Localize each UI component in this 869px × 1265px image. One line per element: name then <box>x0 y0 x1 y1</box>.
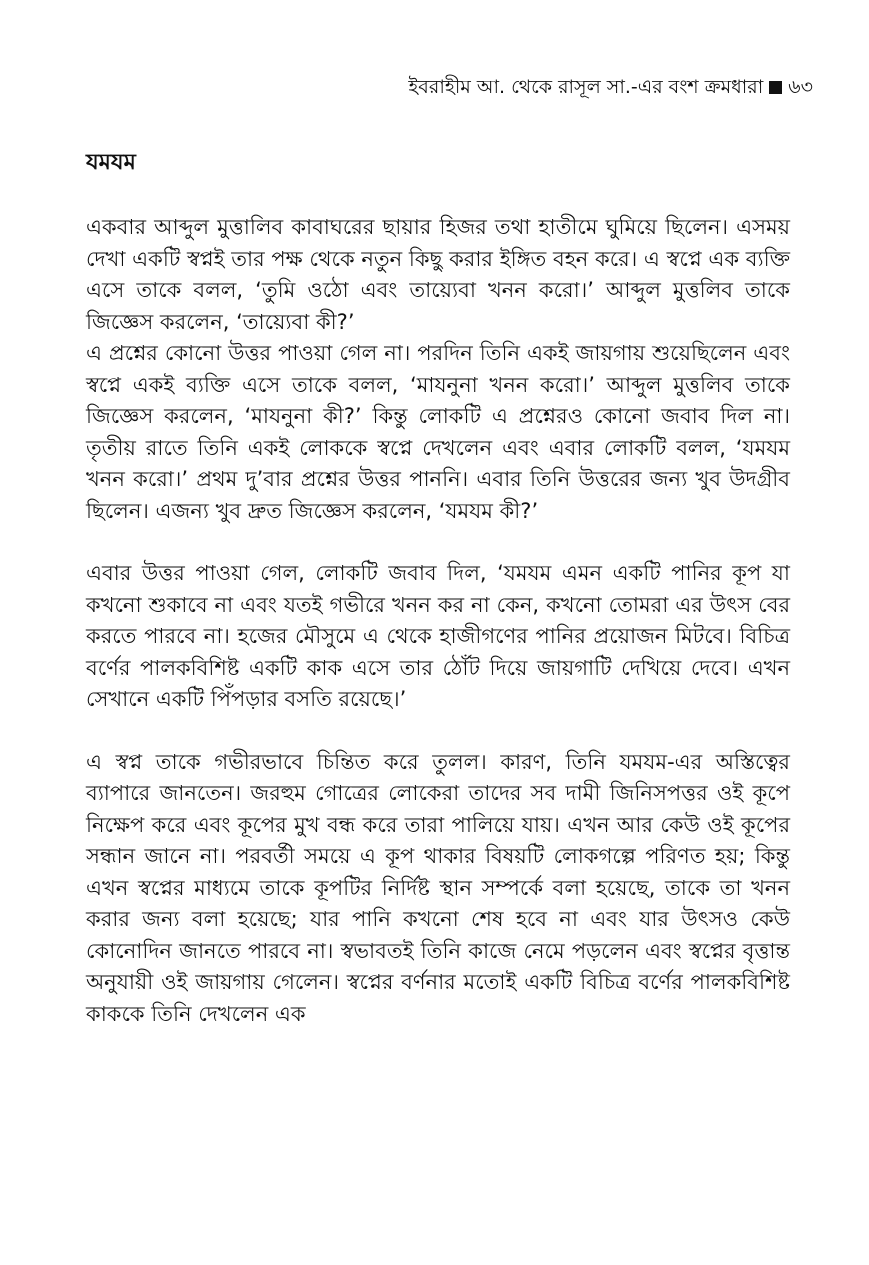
paragraph-3: এবার উত্তর পাওয়া গেল, লোকটি জবাব দিল, ‘যমযম এমন একটি পানির কূপ যা কখনো শুকাবে না এবং যতই গভীরে খনন কর না কেন, কখনো তোমরা এর উৎস বের করতে পারবে না। হজের মৌসুমে এ থেকে হাজীগণের পানির প্রয়োজন মিটবে। বিচিত্র বর্ণের পালকবিশিষ্ট একটি কাক এসে তার ঠোঁট দিয়ে জায়গাটি দেখিয়ে দেবে। এখন সেখানে একটি পিঁপড়ার বসতি রয়েছে।’ <box>86 561 790 711</box>
body-text <box>86 212 790 1030</box>
paragraph-gap <box>86 716 790 747</box>
paragraph-gap <box>86 527 790 558</box>
header-separator-square <box>769 81 782 94</box>
paragraph-1: একবার আব্দুল মুত্তালিব কাবাঘরের ছায়ার হিজর তথা হাতীমে ঘুমিয়ে ছিলেন। এসময় দেখা একটি স্বপ্নই তার পক্ষ থেকে নতুন কিছু করার ইঙ্গিত বহন করে। এ স্বপ্নে এক ব্যক্তি এসে তাকে বলল, ‘তুমি ওঠো এবং তায়্যেবা খনন করো।’ আব্দুল মুত্তলিব তাকে জিজ্ঞেস করলেন, ‘তায়্যেবা কী?’ <box>86 215 790 334</box>
paragraph-4: এ স্বপ্ন তাকে গভীরভাবে চিন্তিত করে তুলল। কারণ, তিনি যমযম-এর অস্তিত্বের ব্যাপারে জানতেন। জরহুম গোত্রের লোকেরা তাদের সব দামী জিনিসপত্তর ওই কূপে নিক্ষেপ করে এবং কূপের মুখ বন্ধ করে তারা পালিয়ে যায়। এখন আর কেউ ওই কূপের সন্ধান জানে না। পরবর্তী সময়ে এ কূপ থাকার বিষয়টি লোকগল্পে পরিণত হয়; কিন্তু এখন স্বপ্নের মাধ্যমে তাকে কূপটির নির্দিষ্ট স্থান সম্পর্কে বলা হয়েছে, তাকে তা খনন করার জন্য বলা হয়েছে; যার পানি কখনো শেষ হবে না এবং যার উৎসও কেউ কোনোদিন জানতে পারবে না। স্বভাবতই তিনি কাজে নেমে পড়লেন এবং স্বপ্নের বৃত্তান্ত অনুযায়ী ওই জায়গায় গেলেন। স্বপ্নের বর্ণনার মতোই একটি বিচিত্র বর্ণের পালকবিশিষ্ট কাককে তিনি দেখলেন এক <box>86 749 790 1026</box>
running-header <box>408 74 813 100</box>
paragraph-2: এ প্রশ্নের কোনো উত্তর পাওয়া গেল না। পরদিন তিনি একই জায়গায় শুয়েছিলেন এবং স্বপ্নে একই ব্যক্তি এসে তাকে বলল, ‘মাযনুনা খনন করো।’ আব্দুল মুত্তলিব তাকে জিজ্ঞেস করলেন, ‘মাযনুনা কী?’ কিন্তু লোকটি এ প্রশ্নেরও কোনো জবাব দিল না। তৃতীয় রাতে তিনি একই লোককে স্বপ্নে দেখলেন এবং এবার লোকটি বলল, ‘যমযম খনন করো।’ প্রথম দু’বার প্রশ্নের উত্তর পাননি। এবার তিনি উত্তরের জন্য খুব উদগ্রীব ছিলেন। এজন্য খুব দ্রুত জিজ্ঞেস করলেন, ‘যমযম কী?’ <box>86 341 790 523</box>
section-title: যমযম <box>86 150 136 175</box>
page-number: ৬৩ <box>788 76 813 98</box>
running-title: ইবরাহীম আ. থেকে রাসূল সা.-এর বংশ ক্রমধারা <box>408 76 764 98</box>
